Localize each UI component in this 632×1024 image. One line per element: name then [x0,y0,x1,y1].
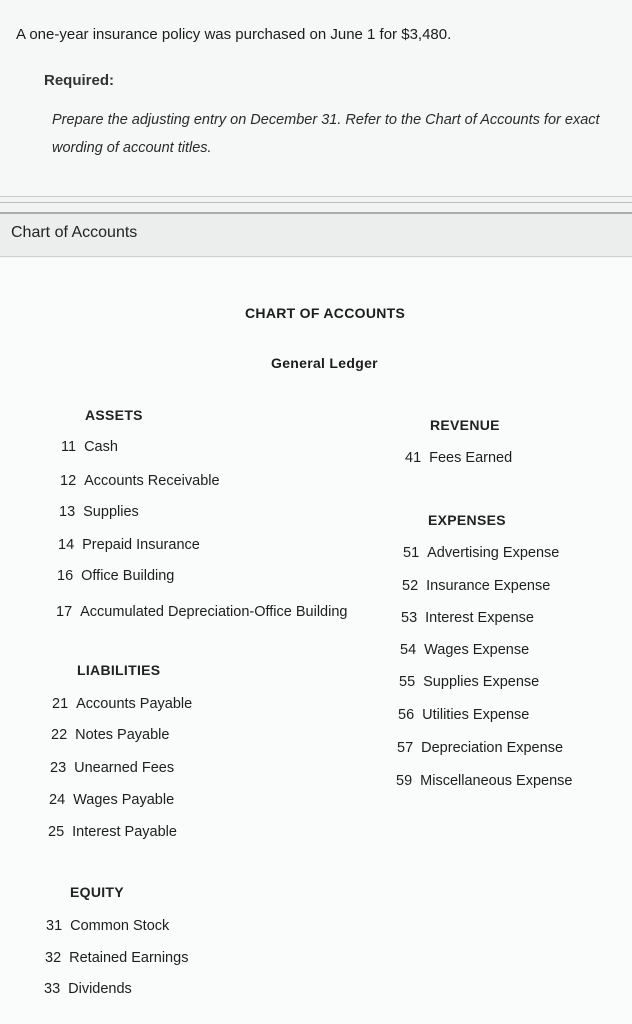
account-number: 53 [401,610,418,626]
account-item [61,439,118,455]
account-name: Depreciation Expense [421,740,564,756]
account-name: Miscellaneous Expense [420,773,573,789]
account-number: 17 [56,604,73,620]
account-item [45,950,188,966]
account-item [56,604,347,620]
account-number: 11 [61,439,77,455]
account-name: Interest Payable [72,824,177,840]
account-item [403,545,559,561]
account-number: 22 [51,727,68,743]
account-item [396,773,572,789]
account-number: 32 [45,950,62,966]
account-name: Dividends [68,981,132,997]
account-number: 13 [59,504,76,520]
account-number: 55 [399,674,416,690]
required-label: Required: [44,72,115,89]
account-name: Accounts Payable [76,696,193,712]
account-name: Common Stock [70,918,170,934]
account-item [44,981,132,997]
account-name: Retained Earnings [69,950,189,966]
account-name: Accounts Receivable [84,473,220,489]
account-number: 54 [400,642,417,658]
account-item [46,918,169,934]
account-number: 33 [44,981,61,997]
account-item [58,537,200,553]
chart-of-accounts-sheet [0,258,632,1024]
account-name: Supplies Expense [423,674,540,690]
account-item [398,707,529,723]
assets-heading: ASSETS [85,407,143,423]
instruction-text: Prepare the adjusting entry on December 31. Refer to the Chart of Accounts for exact wording of account titles. [52,112,600,156]
account-number: 14 [58,537,75,553]
account-name: Supplies [83,504,139,520]
account-item [397,740,563,756]
account-item [399,674,539,690]
account-name: Utilities Expense [422,707,530,723]
account-item [50,760,174,776]
expenses-heading: EXPENSES [428,512,506,528]
account-number: 24 [49,792,66,808]
chart-of-accounts-tab-label: Chart of Accounts [11,224,138,241]
account-number: 21 [52,696,69,712]
account-item [51,727,169,743]
account-item [57,568,174,584]
account-item [48,824,177,840]
account-number: 59 [396,773,413,789]
account-number: 12 [60,473,77,489]
account-item [401,610,534,626]
account-number: 57 [397,740,414,756]
revenue-heading: REVENUE [430,417,500,433]
account-item [60,473,220,489]
account-item [402,578,550,594]
account-item [400,642,529,658]
account-name: Unearned Fees [74,760,175,776]
account-name: Office Building [81,568,175,584]
account-item [405,450,512,466]
account-name: Accumulated Depreciation-Office Building [80,604,348,620]
account-name: Notes Payable [75,727,170,743]
account-name: Fees Earned [429,450,513,466]
equity-heading: EQUITY [70,884,124,900]
section-divider [0,202,632,203]
account-number: 52 [402,578,419,594]
chart-of-accounts-tab[interactable] [0,212,632,257]
account-number: 41 [405,450,422,466]
account-name: Prepaid Insurance [82,537,200,553]
account-number: 23 [50,760,67,776]
account-name: Wages Payable [73,792,175,808]
account-name: Insurance Expense [426,578,551,594]
account-number: 16 [57,568,74,584]
account-name: Wages Expense [424,642,530,658]
account-number: 51 [403,545,420,561]
question-text: A one-year insurance policy was purchased on June 1 for $3,480. [16,26,452,43]
liabilities-heading: LIABILITIES [77,662,161,678]
account-number: 31 [46,918,63,934]
account-item [59,504,139,520]
account-name: Interest Expense [425,610,534,626]
account-name: Advertising Expense [427,545,560,561]
account-name: Cash [84,439,118,455]
account-item [49,792,174,808]
chart-subheading: General Ledger [271,355,378,371]
account-number: 56 [398,707,415,723]
chart-heading: CHART OF ACCOUNTS [245,305,406,321]
account-item [52,696,192,712]
question-panel [0,0,632,197]
account-number: 25 [48,824,65,840]
